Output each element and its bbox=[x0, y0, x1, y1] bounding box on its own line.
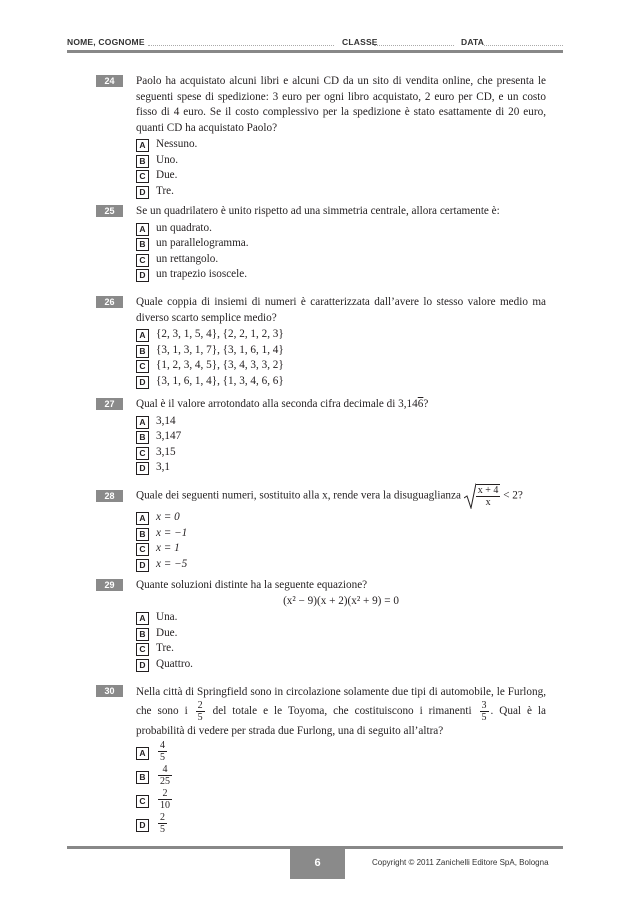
option-b[interactable]: B {3, 1, 3, 1, 7}, {3, 1, 6, 1, 4} bbox=[136, 343, 546, 359]
page-number: 6 bbox=[290, 849, 345, 879]
option-a[interactable]: A Una. bbox=[136, 610, 546, 626]
options-list bbox=[136, 221, 546, 283]
date-label: DATA bbox=[461, 37, 485, 47]
options-list bbox=[136, 740, 546, 836]
option-d[interactable]: D x = −5 bbox=[136, 557, 546, 573]
option-c[interactable]: C $\frac{2}{10}$ bbox=[136, 788, 546, 812]
option-a[interactable]: A Nessuno. bbox=[136, 137, 546, 153]
square-root: $\frac{x + 4}{x}$ bbox=[464, 484, 501, 508]
option-b[interactable]: B 3,147 bbox=[136, 429, 546, 445]
question-text: Quale dei seguenti numeri, sostituito alla x, rende vera la disuguaglianza $\frac{x + 4}{x}$ < 2? bbox=[136, 485, 523, 508]
question-25 bbox=[96, 204, 546, 283]
repeating-digit: 6 bbox=[417, 398, 424, 410]
date-line bbox=[484, 45, 563, 46]
question-29 bbox=[96, 578, 546, 672]
question-number: 24 bbox=[96, 75, 123, 87]
question-27 bbox=[96, 397, 546, 476]
option-d[interactable]: D $\frac{2}{5}$ bbox=[136, 812, 546, 836]
question-text: Qual è il valore arrotondato alla seconda cifra decimale di 3,146? bbox=[136, 398, 429, 410]
name-line bbox=[148, 45, 334, 46]
option-b[interactable]: B un parallelogramma. bbox=[136, 236, 546, 252]
question-30 bbox=[96, 684, 546, 836]
fraction-toyoma: $\frac{3}{5}$ bbox=[481, 700, 487, 723]
options-list bbox=[136, 327, 546, 389]
question-text: Quale coppia di insiemi di numeri è caratterizzata dall’avere lo stesso valore medio ma diverso scarto semplice medio? bbox=[136, 296, 546, 324]
option-b[interactable]: B x = −1 bbox=[136, 526, 546, 542]
option-c[interactable]: C {1, 2, 3, 4, 5}, {3, 4, 3, 3, 2} bbox=[136, 358, 546, 374]
class-line bbox=[374, 45, 454, 46]
option-a[interactable]: A {2, 3, 1, 5, 4}, {2, 2, 1, 2, 3} bbox=[136, 327, 546, 343]
question-text: Se un quadrilatero è unito rispetto ad una simmetria centrale, allora certamente è: bbox=[136, 205, 500, 217]
option-c[interactable]: C 3,15 bbox=[136, 445, 546, 461]
option-b[interactable]: B Due. bbox=[136, 626, 546, 642]
equation: (x² − 9)(x + 2)(x² + 9) = 0 bbox=[283, 594, 399, 607]
class-label: CLASSE bbox=[342, 37, 378, 47]
options-list bbox=[136, 414, 546, 476]
option-b[interactable]: B Uno. bbox=[136, 153, 546, 169]
fraction-furlong: $\frac{2}{5}$ bbox=[197, 700, 203, 723]
option-b[interactable]: B $\frac{4}{25}$ bbox=[136, 764, 546, 788]
options-list bbox=[136, 610, 546, 672]
question-text: Paolo ha acquistato alcuni libri e alcuni CD da un sito di vendita online, che presenta le seguenti spese di spedizione: 3 euro per ogni libro acquistato, 2 euro per CD, e un costo fisso di 4 euro. Se il costo complessivo per la spedizione è stato esattamente di 20 euro, quanti CD ha acquistato Paolo? bbox=[136, 75, 546, 134]
option-a[interactable]: A x = 0 bbox=[136, 510, 546, 526]
options-list bbox=[136, 510, 546, 572]
question-24 bbox=[96, 74, 546, 199]
option-c[interactable]: C x = 1 bbox=[136, 541, 546, 557]
option-d[interactable]: D 3,1 bbox=[136, 460, 546, 476]
option-d[interactable]: D Quattro. bbox=[136, 657, 546, 673]
page-header bbox=[0, 0, 638, 60]
question-number: 29 bbox=[96, 579, 123, 591]
question-28 bbox=[96, 484, 546, 572]
option-c[interactable]: C Tre. bbox=[136, 641, 546, 657]
question-number: 27 bbox=[96, 398, 123, 410]
name-label: NOME, COGNOME bbox=[67, 37, 145, 47]
question-26 bbox=[96, 295, 546, 389]
question-number: 30 bbox=[96, 685, 123, 697]
question-text: Nella città di Springfield sono in circolazione solamente due tipi di automobile, le Furlong, che sono i $\frac{2}{5}$ del totale e le Toyoma, che costituiscono i rimanenti $\frac{3}{5}$ . Qual è la probabilità di vedere per strada due Furlong, una di seguito all’altra? bbox=[136, 686, 547, 737]
option-d[interactable]: D un trapezio isoscele. bbox=[136, 267, 546, 283]
copyright: Copyright © 2011 Zanichelli Editore SpA, Bologna bbox=[372, 858, 549, 867]
options-list bbox=[136, 137, 546, 199]
option-d[interactable]: D {3, 1, 6, 1, 4}, {1, 3, 4, 6, 6} bbox=[136, 374, 546, 390]
option-d[interactable]: D Tre. bbox=[136, 184, 546, 200]
header-rule bbox=[67, 50, 563, 53]
question-text: Quante soluzioni distinte ha la seguente equazione? bbox=[136, 579, 368, 591]
question-number: 28 bbox=[96, 490, 123, 502]
option-c[interactable]: C Due. bbox=[136, 168, 546, 184]
option-c[interactable]: C un rettangolo. bbox=[136, 252, 546, 268]
question-number: 25 bbox=[96, 205, 123, 217]
question-number: 26 bbox=[96, 296, 123, 308]
option-a[interactable]: A 3,14 bbox=[136, 414, 546, 430]
option-a[interactable]: A un quadrato. bbox=[136, 221, 546, 237]
option-a[interactable]: A $\frac{4}{5}$ bbox=[136, 740, 546, 764]
